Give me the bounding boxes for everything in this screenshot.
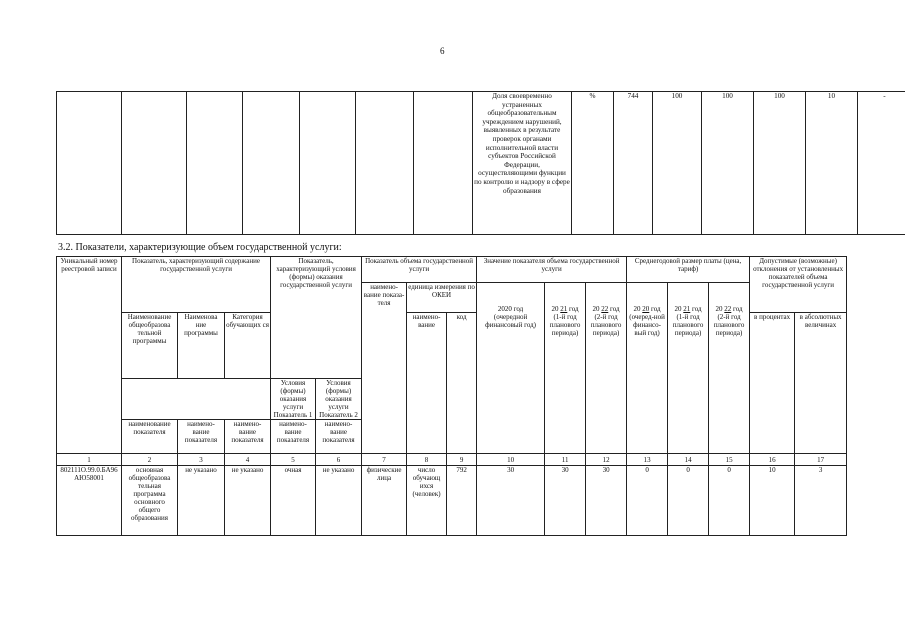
column-number: 9 [447, 454, 477, 466]
column-number: 17 [795, 454, 847, 466]
table-row [57, 92, 905, 235]
column-number: 13 [627, 454, 668, 466]
column-number: 6 [316, 454, 362, 466]
student-category: не указано [225, 466, 271, 536]
section-title: 3.2. Показатели, характеризующие объем государственной услуги: [58, 242, 342, 253]
empty-cell [243, 92, 300, 235]
table-row [57, 466, 847, 536]
fee-year-2020-header: 20 20 год [627, 283, 668, 313]
column-number: 7 [362, 454, 407, 466]
empty-cell [414, 92, 473, 235]
year-2020-subheader: (очередной финансовый год) [477, 313, 545, 454]
empty-cell [356, 92, 414, 235]
fee-year-2022-subheader: (2-й год планового периода) [709, 313, 750, 454]
value-2020: 100 [653, 92, 702, 235]
empty-cell [57, 92, 122, 235]
year-2022-subheader: (2-й год планового периода) [586, 313, 627, 454]
registry-number-header: Уникальный номер реестровой записи [57, 257, 122, 454]
fee-year-2021-subheader: (1-й год планового периода) [668, 313, 709, 454]
value-2022: 100 [754, 92, 806, 235]
value-2021: 30 [545, 466, 586, 536]
conditions-indicator-header: Показатель, характеризующий условия (формы) оказания государственной услуги [271, 257, 362, 379]
page-number: 6 [440, 46, 445, 56]
column-number: 11 [545, 454, 586, 466]
deviations-header: Допустимые (возможные) отклонения от установленных показателей объема государственной услуги [750, 257, 847, 313]
column-number: 2 [122, 454, 178, 466]
unit-code: 744 [614, 92, 653, 235]
deviation-absolute: - [858, 92, 905, 235]
header-row-group [57, 257, 847, 283]
fee-year-2021-header: 20 21 год [668, 283, 709, 313]
indicator-name-header: наимено-вание показа-теля [362, 283, 407, 454]
fee-year-2020-subheader: (очеред-ной финансо-вый год) [627, 313, 668, 454]
unit-code-header: код [447, 313, 477, 454]
empty-cell [187, 92, 243, 235]
spacer-cell [122, 379, 271, 420]
column-number: 5 [271, 454, 316, 466]
indicator-name-label: наимено-вание показателя [178, 420, 225, 454]
column-number: 3 [178, 454, 225, 466]
fee-2020: 0 [627, 466, 668, 536]
value-2021: 100 [702, 92, 754, 235]
indicator-name: физические лица [362, 466, 407, 536]
empty-cell [122, 92, 187, 235]
indicator-name-label: наимено-вание показателя [316, 420, 362, 454]
indicator-name-label: наименование показателя [122, 420, 178, 454]
year-2022-header: 20 22 год [586, 283, 627, 313]
fee-header: Среднегодовой размер платы (цена, тариф) [627, 257, 750, 283]
volume-indicators-table [56, 256, 847, 536]
content-indicator-header: Показатель, характеризующий содержание государственной услуги [122, 257, 271, 313]
student-category-header: Категория обучающих ся [225, 313, 271, 379]
deviation-absolute: 3 [795, 466, 847, 536]
condition-1: очная [271, 466, 316, 536]
value-2020: 30 [477, 466, 545, 536]
year-2020-header: 2020 год [477, 283, 545, 313]
column-number: 12 [586, 454, 627, 466]
column-number: 14 [668, 454, 709, 466]
deviation-percent: 10 [806, 92, 858, 235]
header-row-group [57, 313, 847, 379]
unit-code: 792 [447, 466, 477, 536]
fee-2022: 0 [709, 466, 750, 536]
registry-number: 802111О.99.0.БА96АЮ58001 [57, 466, 122, 536]
unit-name-header: наимено-вание [407, 313, 447, 454]
year-2021-header: 20 21 год [545, 283, 586, 313]
deviation-absolute-header: в абсолютных величинах [795, 313, 847, 454]
indicator-name-label: наимено-вание показателя [225, 420, 271, 454]
column-number: 10 [477, 454, 545, 466]
condition-2-header: Условия (формы) оказания услуги Показатель 2 [316, 379, 362, 420]
column-number: 1 [57, 454, 122, 466]
deviation-percent-header: в процентах [750, 313, 795, 454]
program-title-header: Наименова ние программы [178, 313, 225, 379]
unit-name: % [572, 92, 614, 235]
deviation-percent: 10 [750, 466, 795, 536]
column-numbers-row [57, 454, 847, 466]
column-number: 4 [225, 454, 271, 466]
year-2021-subheader: (1-й год планового периода) [545, 313, 586, 454]
column-number: 15 [709, 454, 750, 466]
volume-indicator-header: Показатель объема государственной услуги [362, 257, 477, 283]
volume-value-header: Значение показателя объема государственной услуги [477, 257, 627, 283]
column-number: 8 [407, 454, 447, 466]
program-title: не указано [178, 466, 225, 536]
empty-cell [300, 92, 356, 235]
condition-1-header: Условия (формы) оказания услуги Показатель 1 [271, 379, 316, 420]
program-name-header: Наименование общеобразова тельной программы [122, 313, 178, 379]
fee-year-2022-header: 20 22 год [709, 283, 750, 313]
quality-indicators-continuation-table [56, 91, 905, 235]
program-name: основная общеобразова тельная программа основного общего образования [122, 466, 178, 536]
indicator-name-label: наимено-вание показателя [271, 420, 316, 454]
unit-okei-header: единица измерения по ОКЕИ [407, 283, 477, 313]
value-2022: 30 [586, 466, 627, 536]
indicator-name: Доля своевременно устраненных общеобразовательным учреждением нарушений, выявленных в результате проверок органами исполнительной власти субъектов Российской Федерации, осуществляющими функции по контролю и надзору в сфере образования [473, 92, 572, 235]
fee-2021: 0 [668, 466, 709, 536]
condition-2: не указано [316, 466, 362, 536]
unit-name: число обучающ ихся (человек) [407, 466, 447, 536]
column-number: 16 [750, 454, 795, 466]
